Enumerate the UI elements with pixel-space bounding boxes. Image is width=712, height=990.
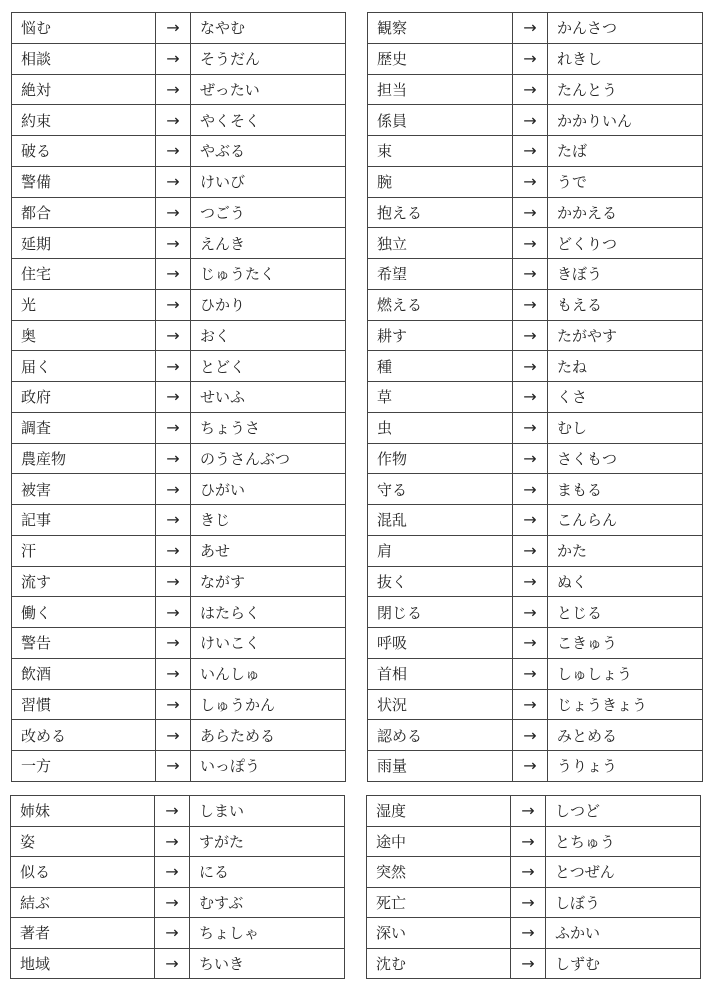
kanji-cell: 湿度 [367, 796, 511, 827]
table-row [367, 918, 701, 949]
arrow-icon: → [156, 289, 191, 320]
arrow-icon: → [156, 228, 191, 259]
kanji-cell: 光 [12, 289, 156, 320]
reading-cell: やぶる [191, 136, 346, 167]
table-row [12, 689, 346, 720]
kanji-cell: 住宅 [12, 259, 156, 290]
kanji-cell: 作物 [368, 443, 513, 474]
table-row [368, 320, 703, 351]
arrow-icon: → [155, 796, 190, 827]
table-row [368, 351, 703, 382]
arrow-icon: → [155, 857, 190, 888]
table-row [368, 197, 703, 228]
kanji-cell: 延期 [12, 228, 156, 259]
table-row [368, 597, 703, 628]
reading-cell: ぜったい [191, 74, 346, 105]
reading-cell: きじ [191, 505, 346, 536]
arrow-icon: → [511, 826, 546, 857]
kanji-cell: 草 [368, 382, 513, 413]
kanji-cell: 政府 [12, 382, 156, 413]
kanji-cell: 燃える [368, 289, 513, 320]
table-row [12, 13, 346, 44]
kanji-cell: 習慣 [12, 689, 156, 720]
reading-cell: にる [190, 857, 345, 888]
arrow-icon: → [513, 412, 548, 443]
reading-cell: むし [548, 412, 703, 443]
table-row [367, 887, 701, 918]
table-row [12, 751, 346, 782]
table-row [368, 658, 703, 689]
table-row [368, 535, 703, 566]
kanji-cell: 調査 [12, 412, 156, 443]
vocab-table-bottom-left [10, 795, 345, 979]
arrow-icon: → [156, 474, 191, 505]
reading-cell: すがた [190, 826, 345, 857]
reading-cell: のうさんぶつ [191, 443, 346, 474]
table-row [12, 74, 346, 105]
kanji-cell: 結ぶ [11, 887, 155, 918]
kanji-cell: 地域 [11, 948, 155, 979]
reading-cell: ちょしゃ [190, 918, 345, 949]
reading-cell: みとめる [548, 720, 703, 751]
table-row [12, 505, 346, 536]
kanji-cell: 著者 [11, 918, 155, 949]
arrow-icon: → [513, 351, 548, 382]
reading-cell: そうだん [191, 43, 346, 74]
reading-cell: かた [548, 535, 703, 566]
table-row [368, 289, 703, 320]
reading-cell: ちょうさ [191, 412, 346, 443]
arrow-icon: → [513, 628, 548, 659]
kanji-cell: 閉じる [368, 597, 513, 628]
table-row [12, 320, 346, 351]
arrow-icon: → [513, 166, 548, 197]
reading-cell: ひかり [191, 289, 346, 320]
kanji-cell: 奥 [12, 320, 156, 351]
kanji-cell: 農産物 [12, 443, 156, 474]
arrow-icon: → [155, 918, 190, 949]
table-row [12, 197, 346, 228]
table-row [368, 228, 703, 259]
reading-cell: さくもつ [548, 443, 703, 474]
reading-cell: こきゅう [548, 628, 703, 659]
reading-cell: もえる [548, 289, 703, 320]
table-row [12, 289, 346, 320]
kanji-cell: 警告 [12, 628, 156, 659]
table-row [12, 166, 346, 197]
kanji-cell: 係員 [368, 105, 513, 136]
arrow-icon: → [513, 474, 548, 505]
reading-cell: かかりいん [548, 105, 703, 136]
arrow-icon: → [156, 197, 191, 228]
reading-cell: ながす [191, 566, 346, 597]
arrow-icon: → [513, 228, 548, 259]
table-row [368, 751, 703, 782]
arrow-icon: → [513, 535, 548, 566]
kanji-cell: 雨量 [368, 751, 513, 782]
table-row [12, 597, 346, 628]
table-row [11, 796, 345, 827]
reading-cell: はたらく [191, 597, 346, 628]
kanji-cell: 抜く [368, 566, 513, 597]
reading-cell: たがやす [548, 320, 703, 351]
reading-cell: しまい [190, 796, 345, 827]
table-row [12, 720, 346, 751]
reading-cell: とつぜん [546, 857, 701, 888]
kanji-cell: 一方 [12, 751, 156, 782]
reading-cell: ちいき [190, 948, 345, 979]
table-row [368, 505, 703, 536]
table-row [11, 948, 345, 979]
table-row [368, 105, 703, 136]
table-row [367, 857, 701, 888]
kanji-cell: 呼吸 [368, 628, 513, 659]
table-row [367, 796, 701, 827]
kanji-cell: 流す [12, 566, 156, 597]
reading-cell: ひがい [191, 474, 346, 505]
reading-cell: おく [191, 320, 346, 351]
arrow-icon: → [156, 136, 191, 167]
arrow-icon: → [513, 105, 548, 136]
kanji-cell: 相談 [12, 43, 156, 74]
reading-cell: きぼう [548, 259, 703, 290]
reading-cell: かかえる [548, 197, 703, 228]
reading-cell: つごう [191, 197, 346, 228]
reading-cell: いんしゅ [191, 658, 346, 689]
kanji-cell: 種 [368, 351, 513, 382]
arrow-icon: → [156, 443, 191, 474]
vocab-table-top-right [367, 12, 703, 782]
reading-cell: やくそく [191, 105, 346, 136]
arrow-icon: → [156, 658, 191, 689]
table-row [12, 658, 346, 689]
arrow-icon: → [156, 351, 191, 382]
reading-cell: しゅしょう [548, 658, 703, 689]
table-row [12, 228, 346, 259]
arrow-icon: → [156, 105, 191, 136]
kanji-cell: 守る [368, 474, 513, 505]
table-row [368, 566, 703, 597]
reading-cell: むすぶ [190, 887, 345, 918]
reading-cell: どくりつ [548, 228, 703, 259]
table-row [368, 412, 703, 443]
kanji-cell: 肩 [368, 535, 513, 566]
arrow-icon: → [156, 535, 191, 566]
reading-cell: くさ [548, 382, 703, 413]
kanji-cell: 沈む [367, 948, 511, 979]
arrow-icon: → [511, 948, 546, 979]
arrow-icon: → [156, 751, 191, 782]
arrow-icon: → [513, 382, 548, 413]
kanji-cell: 首相 [368, 658, 513, 689]
table-row [11, 857, 345, 888]
table-row [11, 826, 345, 857]
arrow-icon: → [156, 412, 191, 443]
kanji-cell: 歴史 [368, 43, 513, 74]
arrow-icon: → [513, 43, 548, 74]
arrow-icon: → [511, 918, 546, 949]
reading-cell: えんき [191, 228, 346, 259]
reading-cell: こんらん [548, 505, 703, 536]
arrow-icon: → [155, 948, 190, 979]
kanji-cell: 希望 [368, 259, 513, 290]
kanji-cell: 虫 [368, 412, 513, 443]
arrow-icon: → [156, 597, 191, 628]
reading-cell: たんとう [548, 74, 703, 105]
kanji-cell: 都合 [12, 197, 156, 228]
reading-cell: しぼう [546, 887, 701, 918]
reading-cell: まもる [548, 474, 703, 505]
kanji-cell: 汗 [12, 535, 156, 566]
arrow-icon: → [513, 566, 548, 597]
kanji-cell: 姉妹 [11, 796, 155, 827]
kanji-cell: 突然 [367, 857, 511, 888]
arrow-icon: → [155, 887, 190, 918]
arrow-icon: → [156, 689, 191, 720]
table-row [368, 720, 703, 751]
arrow-icon: → [513, 289, 548, 320]
kanji-cell: 途中 [367, 826, 511, 857]
table-row [12, 43, 346, 74]
table-row [12, 351, 346, 382]
table-row [368, 628, 703, 659]
reading-cell: うで [548, 166, 703, 197]
arrow-icon: → [513, 658, 548, 689]
table-row [12, 412, 346, 443]
table-row [12, 474, 346, 505]
reading-cell: なやむ [191, 13, 346, 44]
kanji-cell: 届く [12, 351, 156, 382]
table-row [368, 443, 703, 474]
table-row [367, 948, 701, 979]
reading-cell: いっぽう [191, 751, 346, 782]
kanji-cell: 腕 [368, 166, 513, 197]
kanji-cell: 記事 [12, 505, 156, 536]
arrow-icon: → [511, 887, 546, 918]
table-row [368, 74, 703, 105]
arrow-icon: → [511, 857, 546, 888]
reading-cell: あらためる [191, 720, 346, 751]
arrow-icon: → [156, 720, 191, 751]
arrow-icon: → [513, 597, 548, 628]
kanji-cell: 状況 [368, 689, 513, 720]
arrow-icon: → [513, 720, 548, 751]
table-row [11, 918, 345, 949]
arrow-icon: → [156, 628, 191, 659]
kanji-cell: 束 [368, 136, 513, 167]
arrow-icon: → [513, 136, 548, 167]
table-row [368, 259, 703, 290]
table-row [367, 826, 701, 857]
reading-cell: とちゅう [546, 826, 701, 857]
kanji-cell: 耕す [368, 320, 513, 351]
arrow-icon: → [156, 13, 191, 44]
arrow-icon: → [513, 443, 548, 474]
reading-cell: じょうきょう [548, 689, 703, 720]
kanji-cell: 働く [12, 597, 156, 628]
arrow-icon: → [156, 566, 191, 597]
table-row [368, 382, 703, 413]
vocab-table-top-left [11, 12, 346, 782]
kanji-cell: 破る [12, 136, 156, 167]
table-row [368, 13, 703, 44]
table-row [12, 382, 346, 413]
arrow-icon: → [513, 320, 548, 351]
reading-cell: しゅうかん [191, 689, 346, 720]
arrow-icon: → [156, 43, 191, 74]
kanji-cell: 改める [12, 720, 156, 751]
table-row [368, 474, 703, 505]
arrow-icon: → [513, 751, 548, 782]
kanji-cell: 飲酒 [12, 658, 156, 689]
reading-cell: たね [548, 351, 703, 382]
arrow-icon: → [513, 259, 548, 290]
kanji-cell: 独立 [368, 228, 513, 259]
table-row [12, 443, 346, 474]
vocab-table-bottom-right [366, 795, 701, 979]
arrow-icon: → [513, 505, 548, 536]
table-row [12, 259, 346, 290]
arrow-icon: → [513, 74, 548, 105]
arrow-icon: → [513, 689, 548, 720]
arrow-icon: → [156, 505, 191, 536]
arrow-icon: → [156, 382, 191, 413]
kanji-cell: 警備 [12, 166, 156, 197]
reading-cell: たば [548, 136, 703, 167]
arrow-icon: → [511, 796, 546, 827]
reading-cell: れきし [548, 43, 703, 74]
kanji-cell: 姿 [11, 826, 155, 857]
kanji-cell: 似る [11, 857, 155, 888]
arrow-icon: → [156, 259, 191, 290]
kanji-cell: 死亡 [367, 887, 511, 918]
table-row [368, 689, 703, 720]
kanji-cell: 悩む [12, 13, 156, 44]
arrow-icon: → [156, 320, 191, 351]
reading-cell: うりょう [548, 751, 703, 782]
kanji-cell: 観察 [368, 13, 513, 44]
reading-cell: あせ [191, 535, 346, 566]
table-row [368, 43, 703, 74]
reading-cell: けいび [191, 166, 346, 197]
kanji-cell: 抱える [368, 197, 513, 228]
arrow-icon: → [513, 197, 548, 228]
reading-cell: けいこく [191, 628, 346, 659]
reading-cell: かんさつ [548, 13, 703, 44]
table-row [12, 535, 346, 566]
kanji-cell: 認める [368, 720, 513, 751]
reading-cell: ふかい [546, 918, 701, 949]
table-row [368, 136, 703, 167]
reading-cell: じゅうたく [191, 259, 346, 290]
arrow-icon: → [155, 826, 190, 857]
table-row [368, 166, 703, 197]
reading-cell: とどく [191, 351, 346, 382]
kanji-cell: 担当 [368, 74, 513, 105]
kanji-cell: 深い [367, 918, 511, 949]
arrow-icon: → [513, 13, 548, 44]
reading-cell: しずむ [546, 948, 701, 979]
table-row [11, 887, 345, 918]
table-row [12, 628, 346, 659]
kanji-cell: 約束 [12, 105, 156, 136]
reading-cell: せいふ [191, 382, 346, 413]
kanji-cell: 絶対 [12, 74, 156, 105]
arrow-icon: → [156, 74, 191, 105]
kanji-cell: 被害 [12, 474, 156, 505]
reading-cell: ぬく [548, 566, 703, 597]
arrow-icon: → [156, 166, 191, 197]
kanji-cell: 混乱 [368, 505, 513, 536]
reading-cell: とじる [548, 597, 703, 628]
table-row [12, 105, 346, 136]
table-row [12, 136, 346, 167]
table-row [12, 566, 346, 597]
reading-cell: しつど [546, 796, 701, 827]
